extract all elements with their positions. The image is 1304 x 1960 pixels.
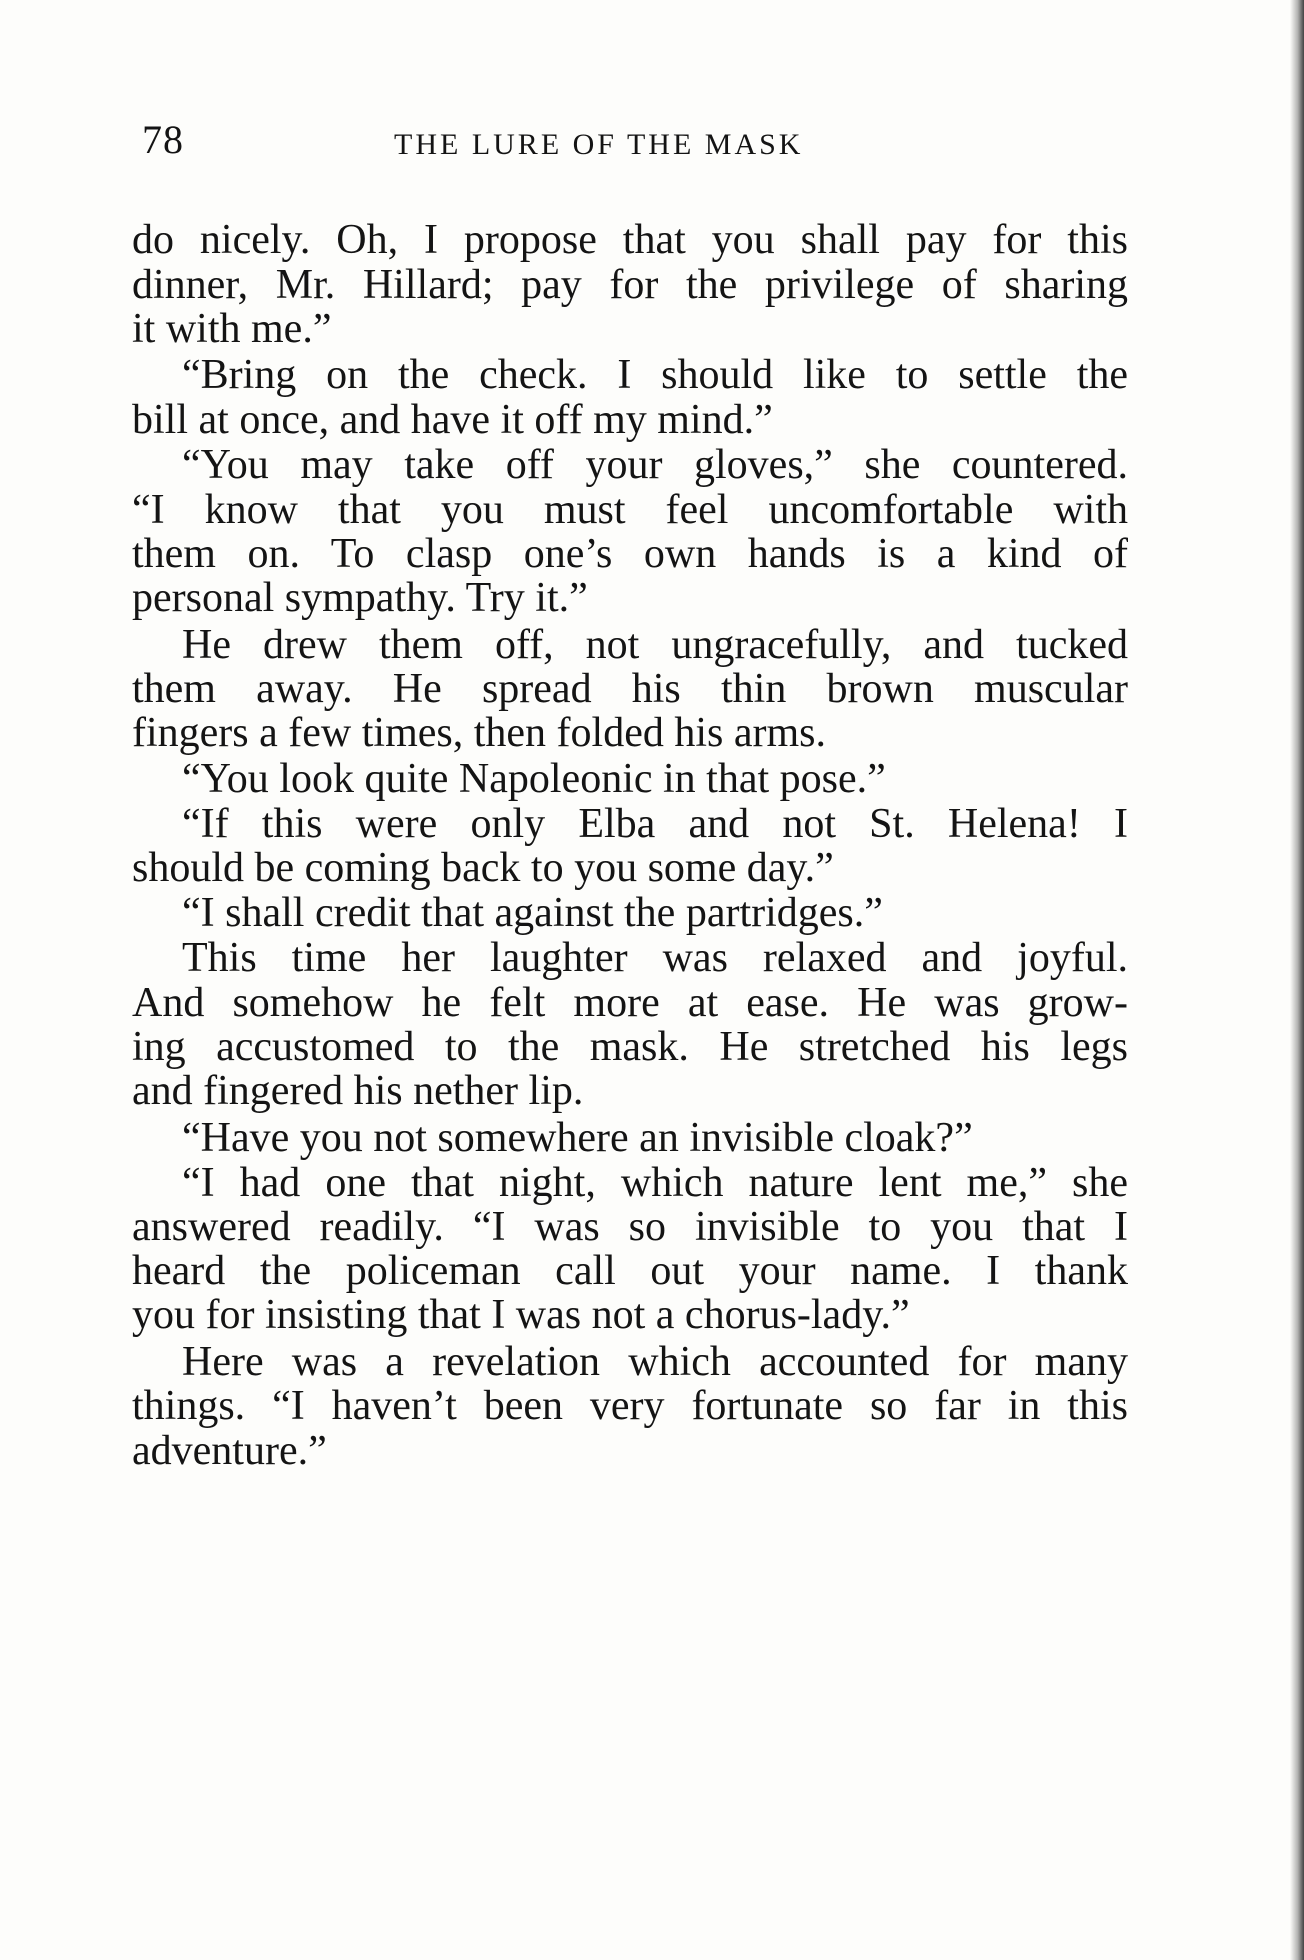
text-line: adventure.”: [132, 1428, 327, 1474]
text-line: do nicely. Oh, I propose that you shall pay for this: [132, 217, 1128, 263]
text-line: them away. He spread his thin brown muscular: [132, 666, 1128, 712]
text-line: Here was a revelation which accounted for many: [182, 1339, 1128, 1385]
page-number: 78: [142, 117, 184, 162]
text-line: dinner, Mr. Hillard; pay for the privilege of sharing: [132, 262, 1128, 308]
text-line: “Bring on the check. I should like to settle the: [182, 352, 1128, 398]
text-line: answered readily. “I was so invisible to you that I: [132, 1204, 1128, 1250]
text-line: fingers a few times, then folded his arms.: [132, 710, 826, 756]
text-line: “I know that you must feel uncomfortable with: [132, 487, 1128, 533]
text-line: and fingered his nether lip.: [132, 1068, 584, 1114]
text-line: “You may take off your gloves,” she countered.: [182, 442, 1128, 488]
text-line: ing accustomed to the mask. He stretched his legs: [132, 1024, 1128, 1070]
text-line: it with me.”: [132, 306, 332, 352]
text-line: bill at once, and have it off my mind.”: [132, 397, 773, 443]
running-title: THE LURE OF THE MASK: [394, 128, 804, 161]
text-line: “I shall credit that against the partridges.”: [182, 890, 883, 936]
text-line: “You look quite Napoleonic in that pose.”: [182, 756, 886, 802]
text-line: things. “I haven’t been very fortunate so far in this: [132, 1383, 1128, 1429]
text-line: heard the policeman call out your name. I thank: [132, 1248, 1128, 1294]
page-header: [142, 116, 1142, 166]
text-line: And somehow he felt more at ease. He was grow-: [132, 980, 1128, 1026]
text-line: “Have you not somewhere an invisible cloak?”: [182, 1115, 973, 1161]
text-line: you for insisting that I was not a chorus-lady.”: [132, 1292, 910, 1338]
text-line: He drew them off, not ungracefully, and tucked: [182, 622, 1128, 668]
page-edge-shadow: [1290, 0, 1304, 1960]
text-line: “I had one that night, which nature lent me,” she: [182, 1160, 1128, 1206]
text-line: “If this were only Elba and not St. Helena! I: [182, 801, 1128, 847]
text-line: personal sympathy. Try it.”: [132, 575, 588, 621]
text-line: should be coming back to you some day.”: [132, 845, 834, 891]
text-line: them on. To clasp one’s own hands is a kind of: [132, 531, 1128, 577]
text-line: This time her laughter was relaxed and joyful.: [182, 935, 1128, 981]
